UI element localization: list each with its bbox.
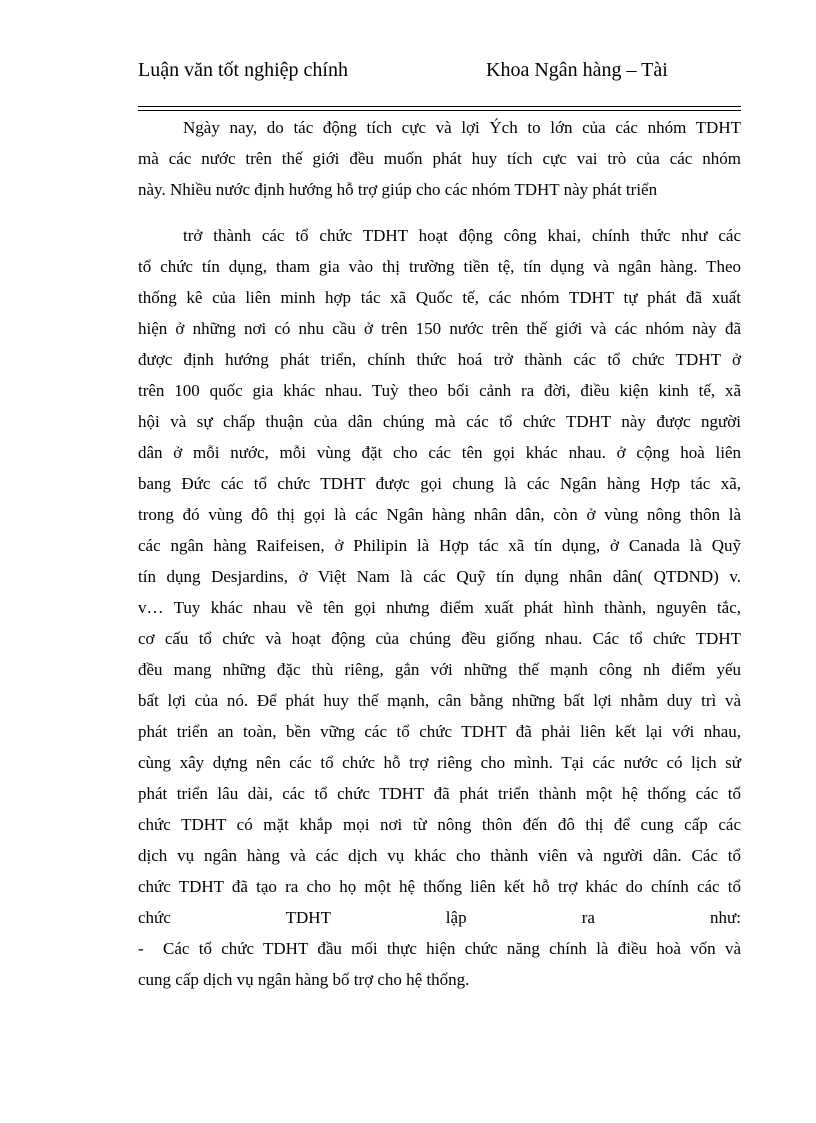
- text-line: dịch vụ ngân hàng và các dịch vụ khác cho thành viên và người dân. Các tổ: [138, 846, 741, 865]
- header-rule-thin: [138, 110, 741, 111]
- text-line: bất lợi của nó. Để phát huy thế mạnh, cân bằng những bất lợi nhằm duy trì và: [138, 691, 741, 710]
- text-line: Ngày nay, do tác động tích cực và lợi Ých to lớn của các nhóm TDHT: [183, 118, 741, 137]
- text-line: mà các nước trên thế giới đều muốn phát huy tích cực vai trò của các nhóm: [138, 149, 741, 168]
- bullet-text-line: Các tổ chức TDHT đầu mối thực hiện chức năng chính là điều hoà vốn và: [163, 939, 741, 958]
- paragraph-1: [138, 112, 741, 205]
- text-line: phát triển an toàn, bền vững các tổ chức TDHT đã phải liên kết lại với nhau,: [138, 722, 741, 741]
- text-line: hiện ở những nơi có nhu cầu ở trên 150 nước trên thế giới và các nhóm này đã: [138, 319, 741, 338]
- text-line: tín dụng Desjardins, ở Việt Nam là các Quỹ tín dụng nhân dân( QTDND) v.: [138, 567, 741, 586]
- text-line: các ngân hàng Raifeisen, ở Philipin là Hợp tác xã tín dụng, ở Canada là Quỹ: [138, 536, 741, 555]
- text-line: hội và sự chấp thuận của dân chúng mà các tổ chức TDHT này được người: [138, 412, 741, 431]
- bullet-dash: -: [138, 939, 144, 958]
- text-line: trên 100 quốc gia khác nhau. Tuỳ theo bối cảnh ra đời, điều kiện kinh tế, xã: [138, 381, 741, 400]
- text-line: chức TDHT đã tạo ra cho họ một hệ thống liên kết hỗ trợ khác do chính các tổ: [138, 877, 741, 896]
- paragraph-gap: [138, 205, 741, 220]
- bullet-text-line: cung cấp dịch vụ ngân hàng bổ trợ cho hệ thống.: [138, 970, 470, 989]
- text-line: này. Nhiều nước định hướng hỗ trợ giúp cho các nhóm TDHT này phát triển: [138, 180, 658, 199]
- text-line: cơ cấu tổ chức và hoạt động của chúng đều giống nhau. Các tổ chức TDHT: [138, 629, 741, 648]
- header-right-title: Khoa Ngân hàng – Tài: [486, 59, 668, 81]
- text-line: bang Đức các tổ chức TDHT được gọi chung là các Ngân hàng Hợp tác xã,: [138, 474, 741, 493]
- header-left-title: Luận văn tốt nghiệp chính: [138, 59, 348, 81]
- text-line: thống kê của liên minh hợp tác xã Quốc tế, các nhóm TDHT tự phát đã xuất: [138, 288, 741, 307]
- bullet-item: [138, 933, 741, 964]
- text-line: trong đó vùng đô thị gọi là các Ngân hàng nhân dân, còn ở vùng nông thôn là: [138, 505, 741, 524]
- document-body: [138, 112, 741, 995]
- text-line: v… Tuy khác nhau về tên gọi nhưng điểm xuất phát hình thành, nguyên tắc,: [138, 598, 741, 617]
- text-line: được định hướng phát triển, chính thức hoá trở thành các tổ chức TDHT ở: [138, 350, 741, 369]
- text-line: dân ở mỗi nước, mỗi vùng đặt cho các tên gọi khác nhau. ở cộng hoà liên: [138, 443, 741, 462]
- text-line: chức TDHT lập ra như:: [138, 908, 741, 927]
- text-line: cùng xây dựng nên các tổ chức hỗ trợ riêng cho mình. Tại các nước có lịch sử: [138, 753, 741, 772]
- paragraph-2: [138, 220, 741, 933]
- text-line: trở thành các tổ chức TDHT hoạt động công khai, chính thức như các: [183, 226, 741, 245]
- text-line: tổ chức tín dụng, tham gia vào thị trường tiền tệ, tín dụng và ngân hàng. Theo: [138, 257, 741, 276]
- text-line: chức TDHT có mặt khắp mọi nơi từ nông thôn đến đô thị để cung cấp các: [138, 815, 741, 834]
- header-rule-thick: [138, 106, 741, 107]
- text-line: đều mang những đặc thù riêng, gắn với những thế mạnh công nh điểm yếu: [138, 660, 741, 679]
- text-line: phát triển lâu dài, các tổ chức TDHT đã phát triển thành một hệ thống các tổ: [138, 784, 741, 803]
